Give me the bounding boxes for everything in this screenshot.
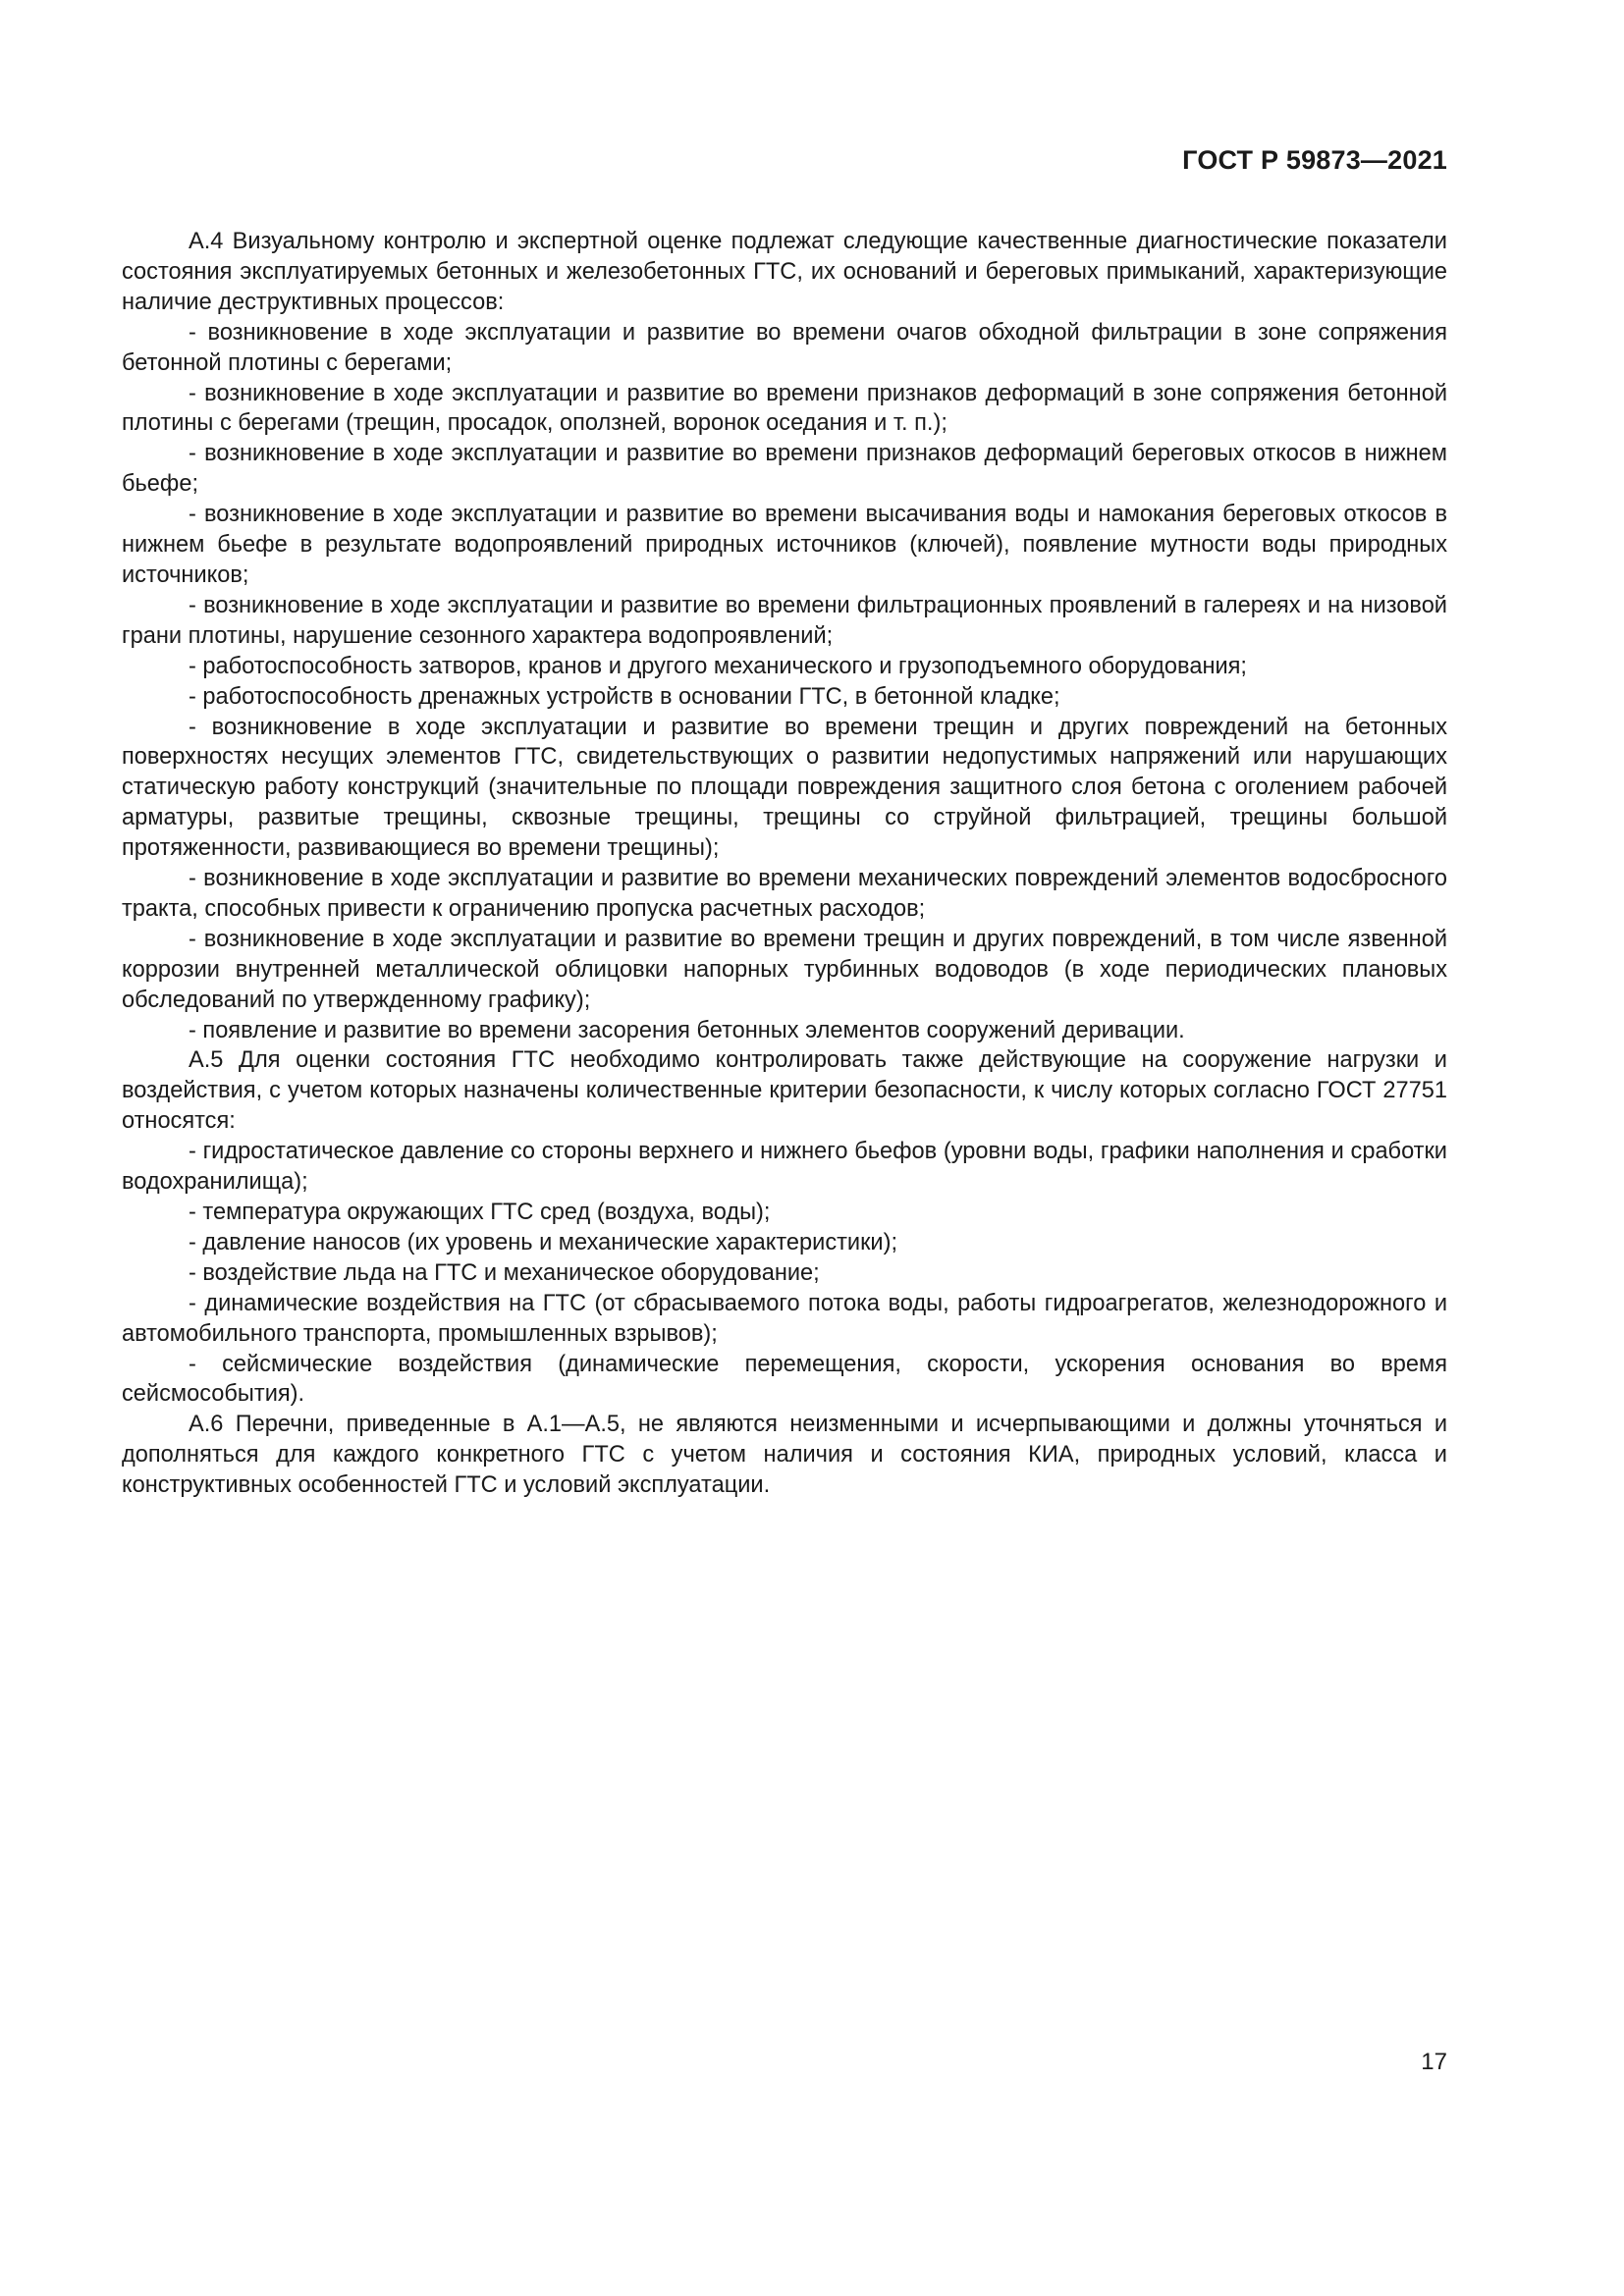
list-item: - гидростатическое давление со стороны верхнего и нижнего бьефов (уровни воды, графики наполнения и сработки водохранилища); bbox=[122, 1139, 1447, 1196]
list-item: - возникновение в ходе эксплуатации и развитие во времени механических повреждений элементов водосбросного тракта, способных привести к ограничению пропуска расчетных расходов; bbox=[122, 866, 1447, 922]
list-item: - появление и развитие во времени засорения бетонных элементов сооружений деривации. bbox=[189, 1017, 1185, 1043]
list-item: - работоспособность затворов, кранов и другого механического и грузоподъемного оборудования; bbox=[189, 653, 1247, 679]
list-item: - возникновение в ходе эксплуатации и развитие во времени высачивания воды и намокания береговых откосов в нижнем бьефе в результате водопроявлений природных источников (ключей), появление мутности воды природных источников; bbox=[122, 502, 1447, 588]
list-item: - динамические воздействия на ГТС (от сбрасываемого потока воды, работы гидроагрегатов, железнодорожного и автомобильного транспорта, промышленных взрывов); bbox=[122, 1290, 1447, 1347]
list-item: - температура окружающих ГТС сред (воздуха, воды); bbox=[189, 1200, 771, 1225]
page-number: 17 bbox=[1421, 2049, 1447, 2075]
list-item: - сейсмические воздействия (динамические перемещения, скорости, ускорения основания во время сейсмособытия). bbox=[122, 1351, 1447, 1408]
list-item: - возникновение в ходе эксплуатации и развитие во времени трещин и других повреждений, в том числе язвенной коррозии внутренней металлической облицовки напорных турбинных водоводов (в ходе периодических плановых обследований по утвержденному графику); bbox=[122, 926, 1447, 1013]
document-code: ГОСТ Р 59873—2021 bbox=[1182, 145, 1447, 175]
list-item: - возникновение в ходе эксплуатации и развитие во времени признаков деформаций береговых откосов в нижнем бьефе; bbox=[122, 441, 1447, 498]
list-item: - возникновение в ходе эксплуатации и развитие во времени очагов обходной фильтрации в зоне сопряжения бетонной плотины с берегами; bbox=[122, 319, 1447, 376]
paragraph-a4-intro: А.4 Визуальному контролю и экспертной оценке подлежат следующие качественные диагностические показатели состояния эксплуатируемых бетонных и железобетонных ГТС, их оснований и береговых примыканий, характеризующие наличие деструктивных процессов: bbox=[122, 229, 1447, 315]
list-item: - возникновение в ходе эксплуатации и развитие во времени трещин и других повреждений на бетонных поверхностях несущих элементов ГТС, свидетельствующих о развитии недопустимых напряжений или нарушающих статическую работу конструкций (значительные по площади повреждения защитного слоя бетона с оголением рабочей арматуры, развитые трещины, сквозные трещины, трещины со струйной фильтрацией, трещины большой протяженности, развивающиеся во времени трещины); bbox=[122, 714, 1447, 862]
list-item: - возникновение в ходе эксплуатации и развитие во времени фильтрационных проявлений в галереях и на низовой грани плотины, нарушение сезонного характера водопроявлений; bbox=[122, 592, 1447, 649]
list-item: - возникновение в ходе эксплуатации и развитие во времени признаков деформаций в зоне сопряжения бетонной плотины с берегами (трещин, просадок, оползней, воронок оседания и т. п.); bbox=[122, 380, 1447, 437]
list-item: - давление наносов (их уровень и механические характеристики); bbox=[189, 1229, 898, 1255]
paragraph-a6: А.6 Перечни, приведенные в А.1—А.5, не являются неизменными и исчерпывающими и должны уточняться и дополняться для каждого конкретного ГТС с учетом наличия и состояния КИА, природных условий, класса и конструктивных особенностей ГТС и условий эксплуатации. bbox=[122, 1412, 1447, 1499]
paragraph-a5-intro: А.5 Для оценки состояния ГТС необходимо контролировать также действующие на сооружение нагрузки и воздействия, с учетом которых назначены количественные критерии безопасности, к числу которых согласно ГОСТ 27751 относятся: bbox=[122, 1047, 1447, 1135]
list-item: - воздействие льда на ГТС и механическое оборудование; bbox=[189, 1259, 820, 1286]
document-body bbox=[122, 227, 1447, 1501]
list-item: - работоспособность дренажных устройств в основании ГТС, в бетонной кладке; bbox=[189, 683, 1060, 710]
